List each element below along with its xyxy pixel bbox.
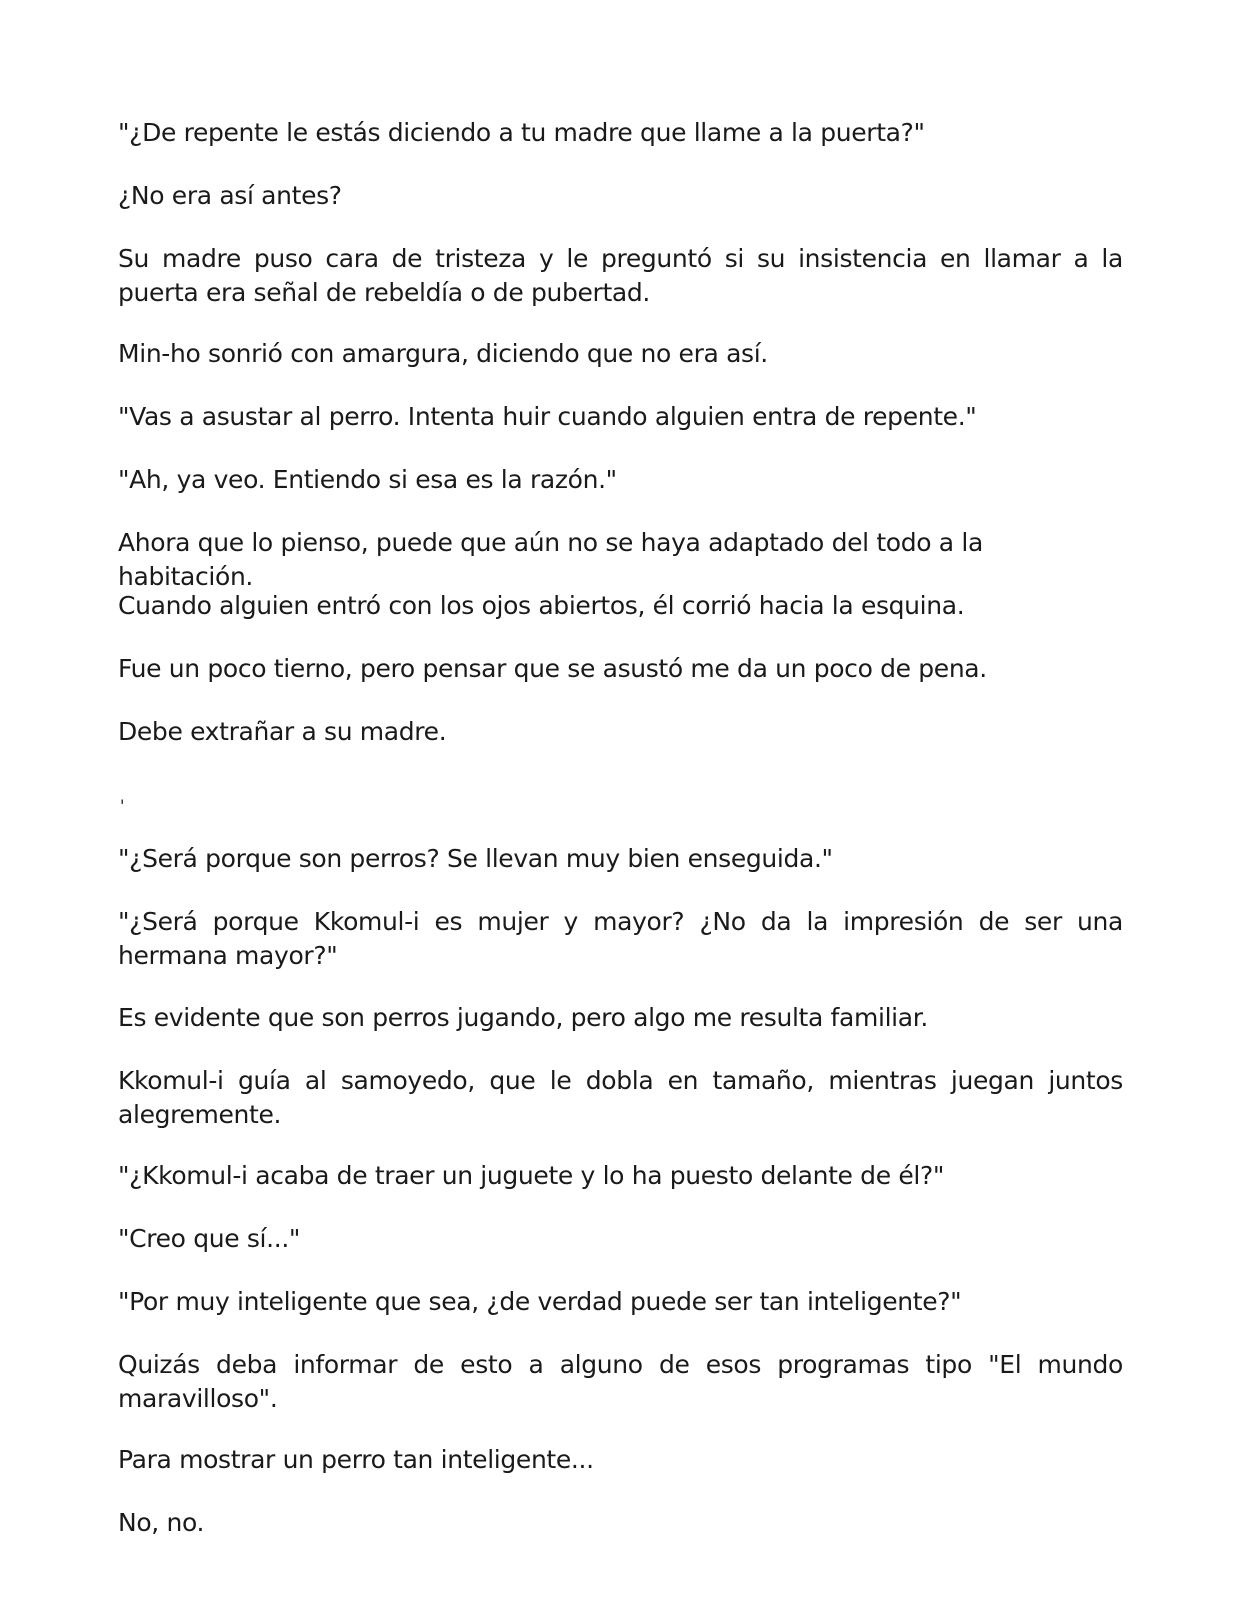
paragraph-16: "Creo que sí..." <box>118 1224 301 1253</box>
paragraph-19: Para mostrar un perro tan inteligente... <box>118 1445 594 1474</box>
paragraph-14: Kkomul-i guía al samoyedo, que le dobla en tamaño, mientras juegan juntos alegremente. <box>118 1066 1123 1129</box>
paragraph-13: Es evidente que son perros jugando, pero algo me resulta familiar. <box>118 1003 928 1032</box>
section-separator-mark: ' <box>120 796 125 815</box>
paragraph-7: Ahora que lo pienso, puede que aún no se haya adaptado del todo a la habitación. <box>118 528 983 591</box>
paragraph-11: "¿Será porque son perros? Se llevan muy bien enseguida." <box>118 844 833 873</box>
paragraph-3: Su madre puso cara de tristeza y le preguntó si su insistencia en llamar a la puerta era señal de rebeldía o de pubertad. <box>118 244 1123 307</box>
paragraph-8: Cuando alguien entró con los ojos abiertos, él corrió hacia la esquina. <box>118 591 965 620</box>
paragraph-6: "Ah, ya veo. Entiendo si esa es la razón." <box>118 465 617 494</box>
paragraph-17: "Por muy inteligente que sea, ¿de verdad puede ser tan inteligente?" <box>118 1287 962 1316</box>
paragraph-15: "¿Kkomul-i acaba de traer un juguete y lo ha puesto delante de él?" <box>118 1161 945 1190</box>
paragraph-1: "¿De repente le estás diciendo a tu madre que llame a la puerta?" <box>118 118 925 147</box>
paragraph-10: Debe extrañar a su madre. <box>118 717 447 746</box>
paragraph-20: No, no. <box>118 1508 205 1537</box>
paragraph-2: ¿No era así antes? <box>118 181 342 210</box>
paragraph-12: "¿Será porque Kkomul-i es mujer y mayor? ¿No da la impresión de ser una hermana mayor?" <box>118 907 1123 970</box>
paragraph-4: Min-ho sonrió con amargura, diciendo que no era así. <box>118 339 768 368</box>
paragraph-18: Quizás deba informar de esto a alguno de esos programas tipo "El mundo maravilloso". <box>118 1350 1123 1413</box>
paragraph-9: Fue un poco tierno, pero pensar que se asustó me da un poco de pena. <box>118 654 987 683</box>
paragraph-5: "Vas a asustar al perro. Intenta huir cuando alguien entra de repente." <box>118 402 977 431</box>
